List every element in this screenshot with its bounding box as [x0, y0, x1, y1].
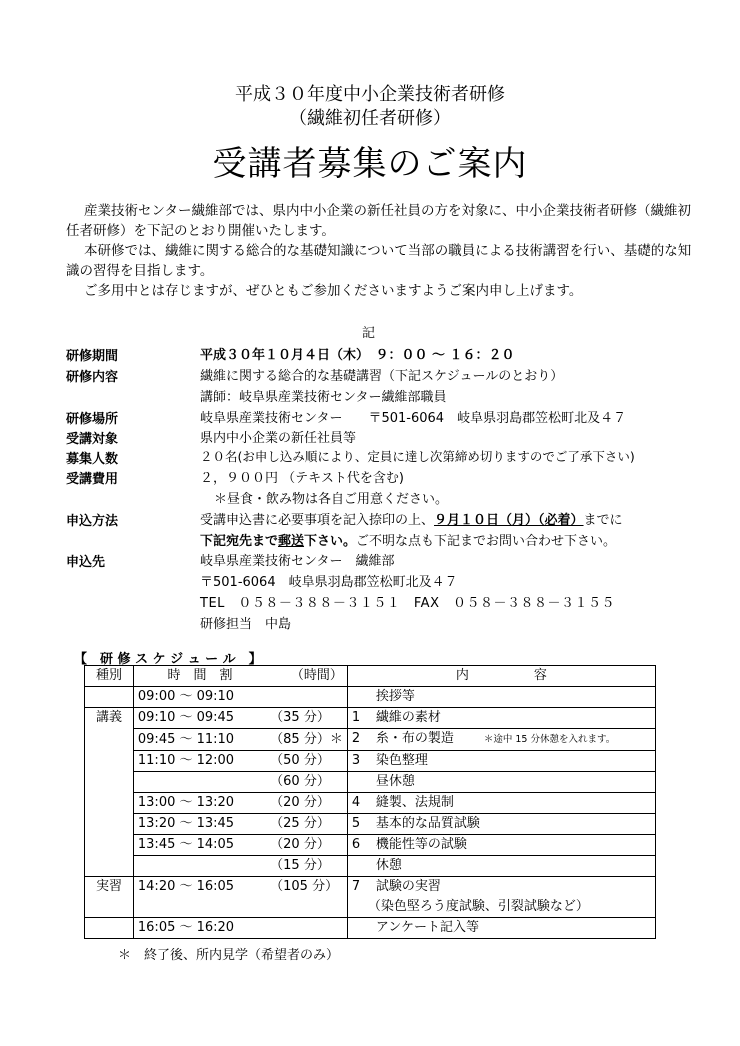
table-row: [85, 708, 656, 729]
duration-cell: [266, 687, 347, 708]
apply-text: 下記宛先まで: [200, 534, 279, 549]
intro-line: 任者研修）を下記のとおり開催いたします。: [66, 223, 335, 239]
item-number: 6: [351, 837, 361, 852]
table-header-row: [85, 666, 656, 687]
label-text: 受講費用: [66, 472, 119, 487]
time-cell: 14:20 ～ 16:05: [133, 877, 266, 898]
content-cell: [347, 918, 655, 939]
label-text: 申込先: [66, 555, 106, 570]
target-label: [66, 428, 160, 447]
apply-text: までに: [583, 513, 623, 528]
time-cell: [133, 856, 266, 877]
header-cell: 時 間 割: [133, 666, 266, 687]
apply-text: ご不明な点も下記までお問い合わせ下さい。: [356, 534, 617, 549]
type-cell: [85, 729, 134, 751]
fee-value: ２，９００円 （テキスト代を含む): [200, 471, 404, 486]
item-text: アンケート記入等: [375, 920, 480, 935]
table-row: [85, 918, 656, 939]
item-text: 機能性等の試験: [375, 837, 467, 852]
time-cell: 09:10 ～ 09:45: [133, 708, 266, 729]
dest-value: 研修担当 中島: [200, 617, 292, 632]
duration-cell: （50 分）: [266, 751, 347, 772]
count-label: [66, 448, 160, 467]
item-number: 5: [351, 816, 361, 831]
time-cell: [133, 772, 266, 793]
content-label: [66, 366, 160, 385]
target-value: 県内中小企業の新任社員等: [200, 431, 357, 446]
content-cell: [347, 793, 655, 814]
label-text: 研修場所: [66, 412, 119, 427]
label-text: 研修内容: [66, 370, 119, 385]
item-number: 3: [351, 753, 361, 768]
place-value: 岐阜県産業技術センター 〒501-6064 岐阜県羽島郡笠松町北及４７: [200, 411, 627, 426]
schedule-footnote: ＊ 終了後、所内見学（希望者のみ）: [118, 948, 340, 963]
type-cell: [85, 814, 134, 835]
content-cell: [347, 687, 655, 708]
content-cell: [347, 835, 655, 856]
item-number: 1: [351, 710, 361, 725]
item-text: 繊維の素材: [375, 710, 441, 725]
apply-deadline: ９月１０日（月）（必着）: [434, 513, 584, 528]
content-value: 繊維に関する総合的な基礎講習（下記スケジュールのとおり）: [200, 369, 564, 384]
apply-mail: 郵送: [278, 534, 305, 549]
table-row: [85, 793, 656, 814]
time-cell: 16:05 ～ 16:20: [133, 918, 266, 939]
item-text: （染色堅ろう度試験、引裂試験など）: [367, 899, 589, 914]
label-text: 申込方法: [66, 514, 119, 529]
type-cell: [85, 897, 134, 918]
type-cell: [85, 856, 134, 877]
time-cell: 13:00 ～ 13:20: [133, 793, 266, 814]
table-row: [85, 751, 656, 772]
page-title: 受講者募集のご案内: [212, 144, 528, 184]
item-note: ＊途中 15 分休憩を入れます。: [483, 734, 616, 745]
apply-text: 受講申込書に必要事項を記入捺印の上、: [200, 513, 435, 528]
duration-cell: （35 分）: [266, 708, 347, 729]
item-number: 2: [351, 731, 361, 746]
label-text: 研修期間: [66, 349, 119, 364]
duration-cell: [266, 918, 347, 939]
item-text: 昼休憩: [375, 774, 415, 789]
table-row: [85, 814, 656, 835]
item-text: 休憩: [375, 858, 402, 873]
content-cell: [347, 856, 655, 877]
place-label: [66, 408, 160, 427]
apply-value: [200, 530, 616, 549]
intro-line: 本研修では、繊維に関する総合的な基礎知識について当部の職員による技術講習を行い、基礎的な知: [84, 243, 692, 259]
time-cell: 09:00 ～ 09:10: [133, 687, 266, 708]
item-text: 基本的な品質試験: [375, 816, 480, 831]
schedule-heading: 【 研 修 ス ケ ジ ュ ー ル 】: [74, 652, 262, 667]
header-cell: 種別: [85, 666, 134, 687]
dest-label: [66, 551, 160, 570]
table-row: [85, 729, 656, 751]
intro-line: ご多用中とは存じますが、ぜひともご参加くださいますようご案内申し上げます。: [84, 283, 583, 299]
item-text: 試験の実習: [375, 879, 441, 894]
item-text: 挨拶等: [375, 689, 415, 704]
fee-note: ＊昼食・飲み物は各自ご用意ください。: [214, 492, 449, 507]
fee-label: [66, 468, 160, 487]
table-row: [85, 877, 656, 898]
content-cell: [347, 877, 655, 898]
intro-line: 産業技術センター繊維部では、県内中小企業の新任社員の方を対象に、中小企業技術者研修（繊維初: [84, 203, 691, 219]
intro-line: 識の習得を目指します。: [66, 263, 214, 279]
duration-cell: （60 分）: [266, 772, 347, 793]
table-row: [85, 772, 656, 793]
header-cell: 内 容: [347, 666, 655, 687]
apply-text: 下さい。: [304, 534, 357, 549]
type-cell: [85, 772, 134, 793]
table-row: [85, 856, 656, 877]
dest-value: 岐阜県産業技術センター 繊維部: [200, 554, 395, 569]
type-cell: [85, 918, 134, 939]
table-row: [85, 897, 656, 918]
item-text: 糸・布の製造: [375, 731, 454, 746]
type-cell: [85, 687, 134, 708]
time-cell: 13:45 ～ 14:05: [133, 835, 266, 856]
duration-cell: （20 分）: [266, 835, 347, 856]
period-value: 平成３０年１０月４日（木） ９：００ ～ １６：２０: [200, 348, 515, 363]
content-cell: [347, 814, 655, 835]
duration-cell: （25 分）: [266, 814, 347, 835]
duration-cell: [266, 897, 347, 918]
content-cell: [347, 772, 655, 793]
time-cell: 13:20 ～ 13:45: [133, 814, 266, 835]
item-number: 7: [351, 879, 361, 894]
duration-cell: （20 分）: [266, 793, 347, 814]
time-cell: 11:10 ～ 12:00: [133, 751, 266, 772]
content-cell: [347, 729, 655, 751]
type-cell: 実習: [85, 877, 134, 898]
type-cell: [85, 793, 134, 814]
type-cell: [85, 835, 134, 856]
duration-cell: （15 分）: [266, 856, 347, 877]
item-text: 縫製、法規制: [375, 795, 454, 810]
duration-cell: （85 分）＊: [266, 729, 347, 751]
header-cell: （時間）: [266, 666, 347, 687]
label-text: 募集人数: [66, 452, 119, 467]
content-cell: [347, 708, 655, 729]
time-cell: [133, 897, 266, 918]
duration-cell: （105 分）: [266, 877, 347, 898]
item-number: 4: [351, 795, 361, 810]
table-row: [85, 835, 656, 856]
table-row: [85, 687, 656, 708]
label-text: 受講対象: [66, 432, 119, 447]
type-cell: 講義: [85, 708, 134, 729]
time-cell: 09:45 ～ 11:10: [133, 729, 266, 751]
schedule-table: [84, 665, 656, 939]
apply-label: [66, 510, 160, 529]
period-label: [66, 345, 160, 364]
title-line2: （繊維初任者研修）: [289, 108, 451, 129]
dest-value: 〒501-6064 岐阜県羽島郡笠松町北及４７: [200, 575, 458, 590]
ki-mark: 記: [362, 326, 376, 341]
item-text: 染色整理: [375, 753, 428, 768]
content-value: 講師：岐阜県産業技術センター繊維部職員: [200, 390, 447, 405]
content-cell: [347, 751, 655, 772]
content-cell: [347, 897, 655, 918]
apply-value: [200, 509, 623, 528]
count-value: ２０名(お申し込み順により、定員に達し次第締め切りますのでご了承下さい): [200, 449, 635, 464]
type-cell: [85, 751, 134, 772]
dest-value: TEL ０５８－３８８－３１５１ FAX ０５８－３８８－３１５５: [200, 596, 615, 611]
title-line1: 平成３０年度中小企業技術者研修: [235, 84, 505, 105]
